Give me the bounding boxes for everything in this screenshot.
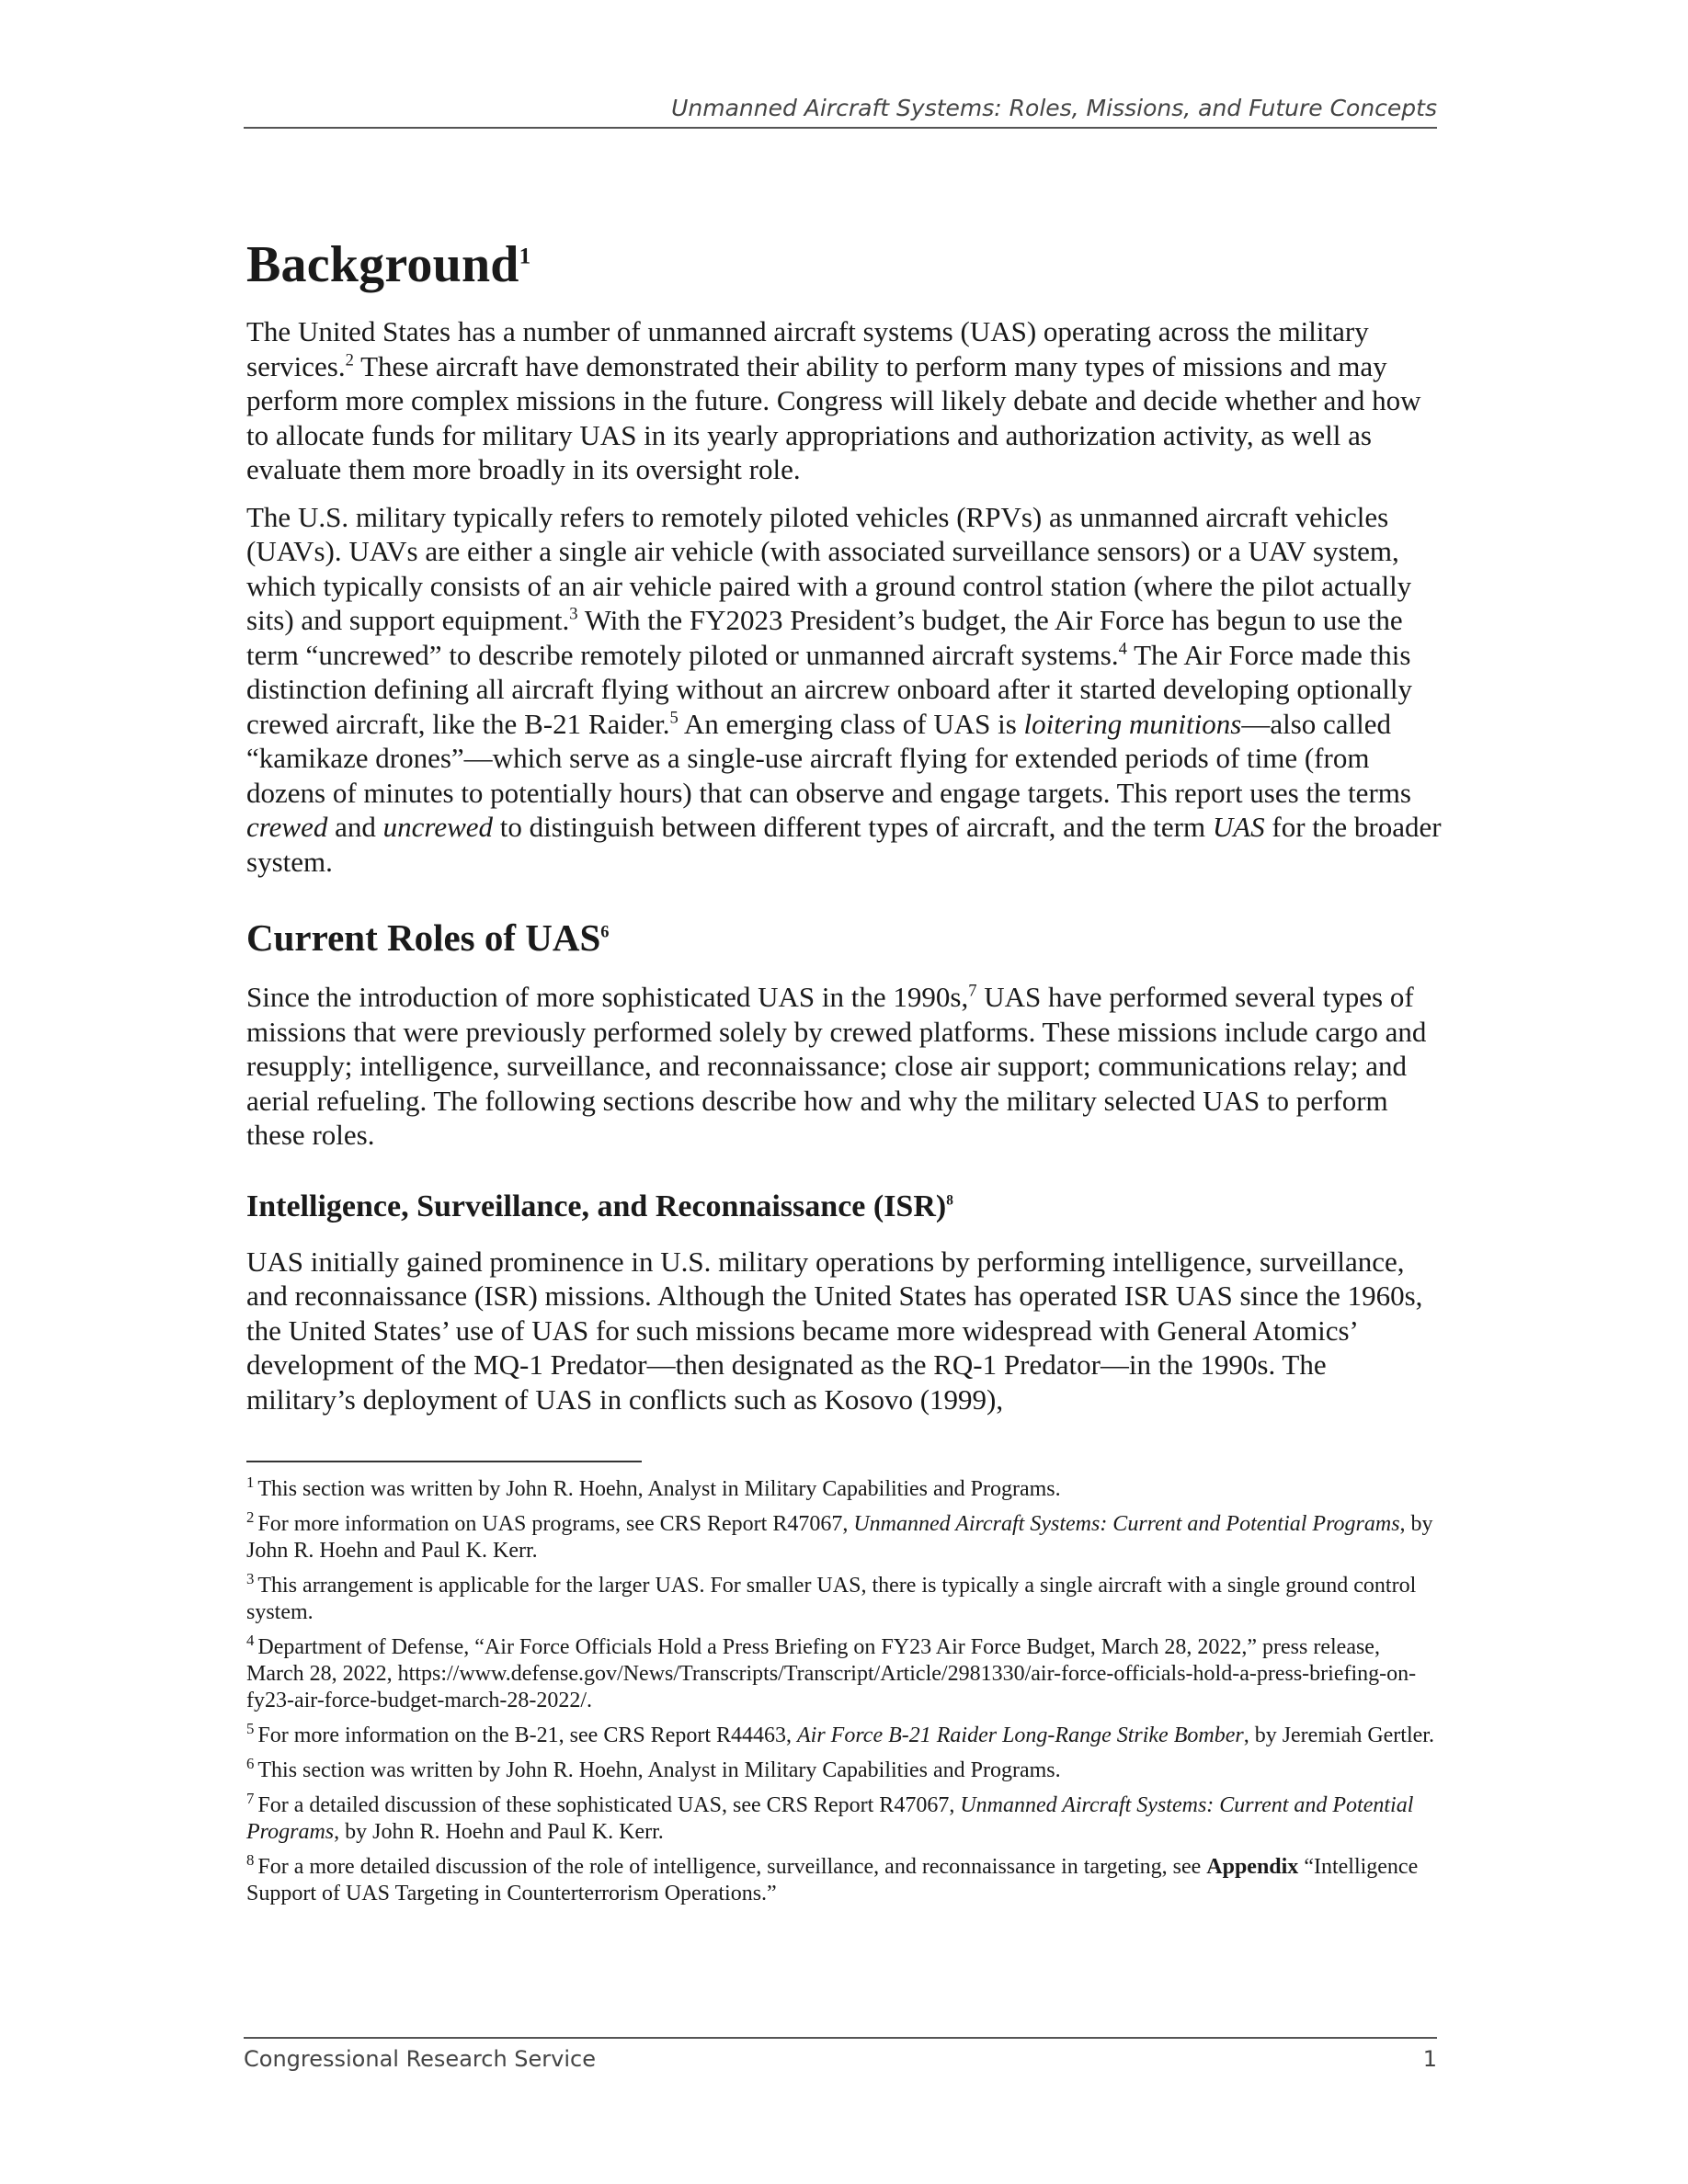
footnote-number: 6 (246, 1755, 255, 1772)
heading-current-roles (246, 916, 1442, 960)
text-run: for the broader system. (246, 811, 1442, 878)
footnote-text: For more information on the B-21, see CRS Report R44463, (257, 1723, 798, 1747)
running-header: Unmanned Aircraft Systems: Roles, Missions, and Future Concepts (244, 95, 1437, 129)
italic-term: loitering munitions (1023, 707, 1242, 740)
footnote-text: This section was written by John R. Hoehn, Analyst in Military Capabilities and Programs. (257, 1477, 1061, 1501)
footnote-5 (246, 1720, 1442, 1749)
footnote-number: 5 (246, 1720, 255, 1737)
report-title: Air Force B-21 Raider Long-Range Strike Bomber (797, 1723, 1244, 1747)
paragraph-isr-1: UAS initially gained prominence in U.S. military operations by performing intelligence, surveillance, and reconnaissance (ISR) missions. Although the United States has operated ISR UAS since the 1960s, the United States’ use of UAS for such missions became more widespread with General Atomics’ development of the MQ-1 Predator—then designated as the RQ-1 Predator—in the 1990s. The military’s deployment of UAS in conflicts such as Kosovo (1999), (246, 1245, 1423, 1416)
footnote-text: This section was written by John R. Hoehn, Analyst in Military Capabilities and Programs. (257, 1758, 1061, 1782)
footnote-6 (246, 1757, 1442, 1784)
footnote-text: For a more detailed discussion of the role of intelligence, surveillance, and reconnaissance in targeting, see (257, 1855, 1207, 1879)
footnotes (246, 1473, 1442, 1916)
footnote-text: , by Jeremiah Gertler. (1243, 1723, 1434, 1747)
appendix-link[interactable]: Appendix (1206, 1855, 1299, 1879)
report-title: Unmanned Aircraft Systems: Current and Potential Programs (246, 1793, 1414, 1844)
italic-term: UAS (1212, 811, 1265, 843)
text-run: to distinguish between different types of aircraft, and the term (493, 811, 1213, 843)
footnote-3 (246, 1570, 1442, 1626)
footnote-number: 1 (246, 1473, 255, 1491)
footnote-text: , by John R. Hoehn and Paul K. Kerr. (246, 1512, 1433, 1563)
heading-current-roles-text: Current Roles of UAS (246, 916, 601, 959)
paragraph-roles-1 (246, 980, 1442, 1153)
text-run: With the FY2023 President’s budget, the Air Force has begun to use the term “uncrewed” to describe remotely piloted or unmanned aircraft systems. (246, 604, 1403, 671)
text-run: —also called “kamikaze drones”—which serve as a single-use aircraft flying for extended periods of time (from dozens of minutes to potentially hours) that can observe and engage targets. This report uses the terms (246, 707, 1411, 809)
text-run: The United States has a number of unmanned aircraft systems (UAS) operating across the military services. (246, 315, 1369, 382)
footnote-text: , by John R. Hoehn and Paul K. Kerr. (334, 1820, 664, 1844)
paragraph-background-2 (246, 500, 1442, 880)
footnote-marker[interactable]: 6 (600, 922, 610, 941)
text-run: An emerging class of UAS is (678, 707, 1024, 740)
text-run: and (327, 811, 383, 843)
footnote-text: For a detailed discussion of these sophisticated UAS, see CRS Report R47067, (257, 1793, 961, 1817)
footnote-ref-7[interactable]: 7 (968, 981, 977, 1001)
italic-term: uncrewed (382, 811, 494, 843)
footnote-ref-4[interactable]: 4 (1118, 639, 1127, 659)
footnote-number: 3 (246, 1570, 255, 1587)
footnote-divider (246, 1461, 642, 1462)
footnote-text: “Intelligence Support of UAS Targeting in Counterterrorism Operations.” (246, 1855, 1419, 1905)
report-title: Unmanned Aircraft Systems: Current and Potential Programs (853, 1512, 1400, 1536)
footnote-ref-5[interactable]: 5 (669, 708, 679, 728)
footnote-number: 8 (246, 1851, 255, 1869)
footnote-number: 4 (246, 1632, 255, 1649)
main-content (246, 222, 1442, 1429)
italic-term: crewed (246, 811, 328, 843)
page-number: 1 (1422, 2046, 1437, 2072)
footnote-number: 2 (246, 1508, 255, 1526)
footnote-8 (246, 1851, 1442, 1907)
footnote-1 (246, 1473, 1442, 1503)
footnote-number: 7 (246, 1790, 255, 1807)
heading-background-text: Background (246, 236, 519, 293)
text-run: UAS have performed several types of missions that were previously performed solely by crewed platforms. These missions include cargo and resupply; intelligence, surveillance, and reconnaissance; close air support; communications relay; and aerial refueling. The following sections describe how and why the military selected UAS to perform these roles. (246, 981, 1427, 1151)
text-run: Since the introduction of more sophisticated UAS in the 1990s, (246, 981, 969, 1013)
text-run: These aircraft have demonstrated their ability to perform many types of missions and may perform more complex missions in the future. Congress will likely debate and decide whether and how to allocate funds for military UAS in its yearly appropriations and authorization activity, as well as evaluate them more broadly in its oversight role. (246, 349, 1421, 485)
footer-source: Congressional Research Service (244, 2046, 596, 2072)
footnote-7 (246, 1792, 1442, 1846)
text-run: The U.S. military typically refers to remotely piloted vehicles (RPVs) as unmanned aircraft vehicles (UAVs). UAVs are either a single air vehicle (with associated surveillance sensors) or a UAV system, which typically consists of an air vehicle paired with a ground control station (where the pilot actually sits) and support equipment. (246, 500, 1412, 636)
footnote-marker[interactable]: 1 (519, 244, 531, 269)
paragraph-background-1 (246, 314, 1442, 487)
footnote-ref-3[interactable]: 3 (569, 604, 578, 624)
footnote-text[interactable]: Department of Defense, “Air Force Officials Hold a Press Briefing on FY23 Air Force Budget, March 28, 2022,” press release, March 28, 2022, https://www.defense.gov/News/Transcripts/Transcript/Article/2981330/air-force-officials-hold-a-press-briefing-on-fy23-air-force-budget-march-28-2022/. (246, 1635, 1417, 1712)
heading-isr-text: Intelligence, Surveillance, and Reconnaissance (ISR) (246, 1189, 947, 1223)
footnote-4 (246, 1634, 1442, 1714)
heading-isr (246, 1188, 1442, 1226)
footnote-text: This arrangement is applicable for the larger UAS. For smaller UAS, there is typically a single aircraft with a single ground control system. (246, 1574, 1417, 1624)
footnote-2 (246, 1508, 1442, 1564)
footnote-marker[interactable]: 8 (946, 1192, 953, 1209)
footnote-text: For more information on UAS programs, see CRS Report R47067, (257, 1512, 854, 1536)
running-footer (244, 2037, 1437, 2072)
footnote-ref-2[interactable]: 2 (345, 350, 354, 370)
text-run: The Air Force made this distinction defining all aircraft flying without an aircrew onboard after it started developing optionally crewed aircraft, like the B-21 Raider. (246, 638, 1413, 740)
heading-background (246, 235, 1442, 294)
